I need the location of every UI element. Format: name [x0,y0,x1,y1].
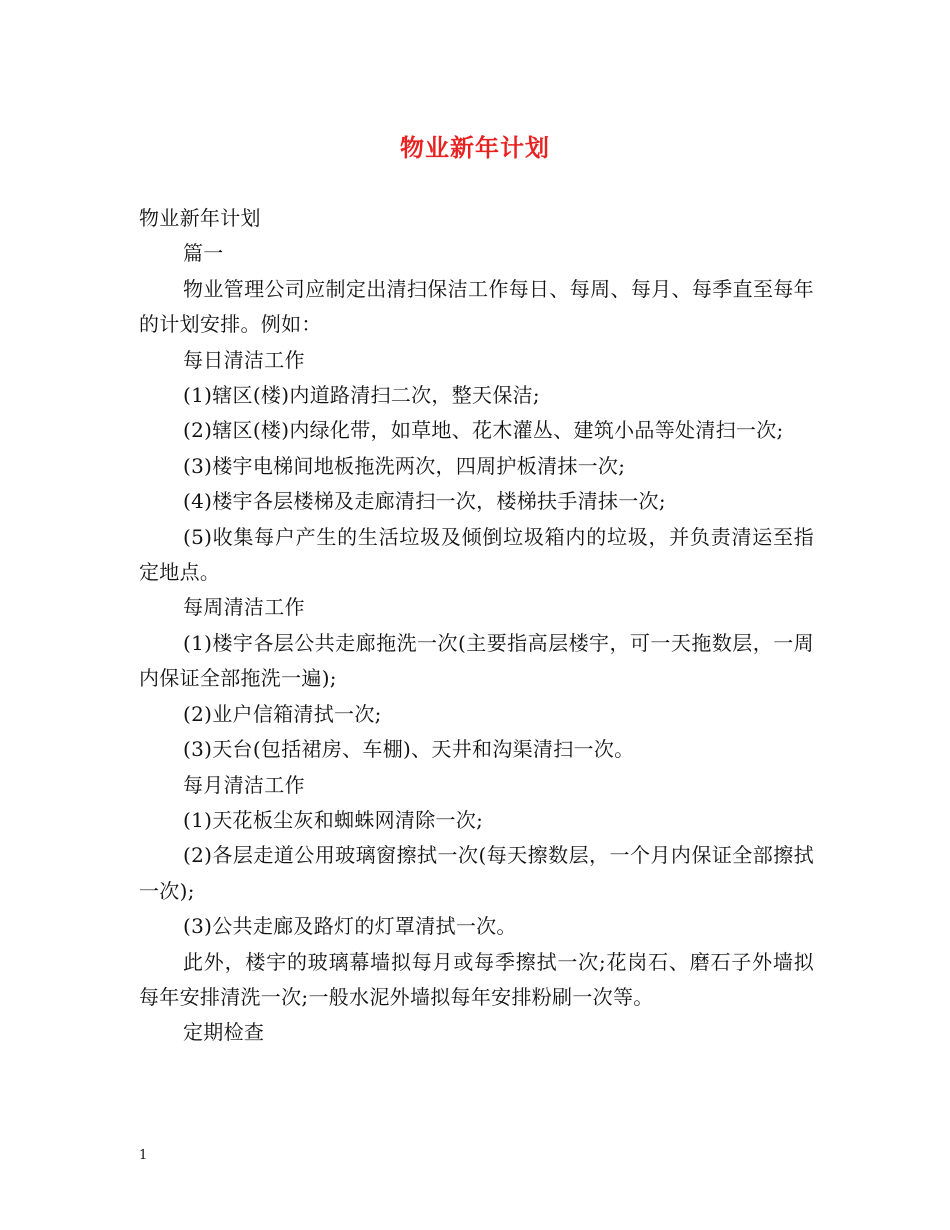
section-heading: 每周清洁工作 [183,595,305,620]
list-item: (2)辖区(楼)内绿化带，如草地、花木灌丛、建筑小品等处清扫一次; [183,418,784,443]
list-item: (4)楼宇各层楼梯及走廊清扫一次，楼梯扶手清抹一次; [183,489,666,514]
paragraph: 此外，楼宇的玻璃幕墙拟每月或每季擦拭一次;花岗石、磨石子外墙拟每年安排清洗一次;一般水泥外墙拟每年安排粉刷一次等。 [139,949,814,1009]
list-item: (2)各层走道公用玻璃窗擦拭一次(每天擦数层，一个月内保证全部擦拭一次); [139,843,814,903]
section-heading: 每日清洁工作 [183,347,305,372]
document-body [139,201,814,1051]
list-item: (1)楼宇各层公共走廊拖洗一次(主要指高层楼宇，可一天拖数层，一周内保证全部拖洗一遍); [139,630,814,691]
paragraph: 篇一 [183,241,224,266]
paragraph: 物业管理公司应制定出清扫保洁工作每日、每周、每月、每季直至每年的计划安排。例如： [139,276,814,337]
section-heading: 定期检查 [183,1020,265,1045]
paragraph: 物业新年计划 [139,206,261,230]
list-item: (3)公共走廊及路灯的灯罩清拭一次。 [183,914,517,939]
list-item: (3)楼宇电梯间地板拖洗两次，四周护板清抹一次; [183,453,626,478]
list-item: (3)天台(包括裙房、车棚)、天井和沟渠清扫一次。 [183,737,635,762]
list-item: (1)辖区(楼)内道路清扫二次，整天保洁; [183,383,540,408]
list-item: (1)天花板尘灰和蜘蛛网清除一次; [183,807,484,832]
list-item: (2)业户信箱清拭一次; [183,701,382,726]
document-title: 物业新年计划 [400,133,550,162]
section-heading: 每月清洁工作 [183,772,305,797]
page-number: 1 [139,1148,148,1163]
list-item: (5)收集每户产生的生活垃圾及倾倒垃圾箱内的垃圾，并负责清运至指定地点。 [139,524,814,585]
